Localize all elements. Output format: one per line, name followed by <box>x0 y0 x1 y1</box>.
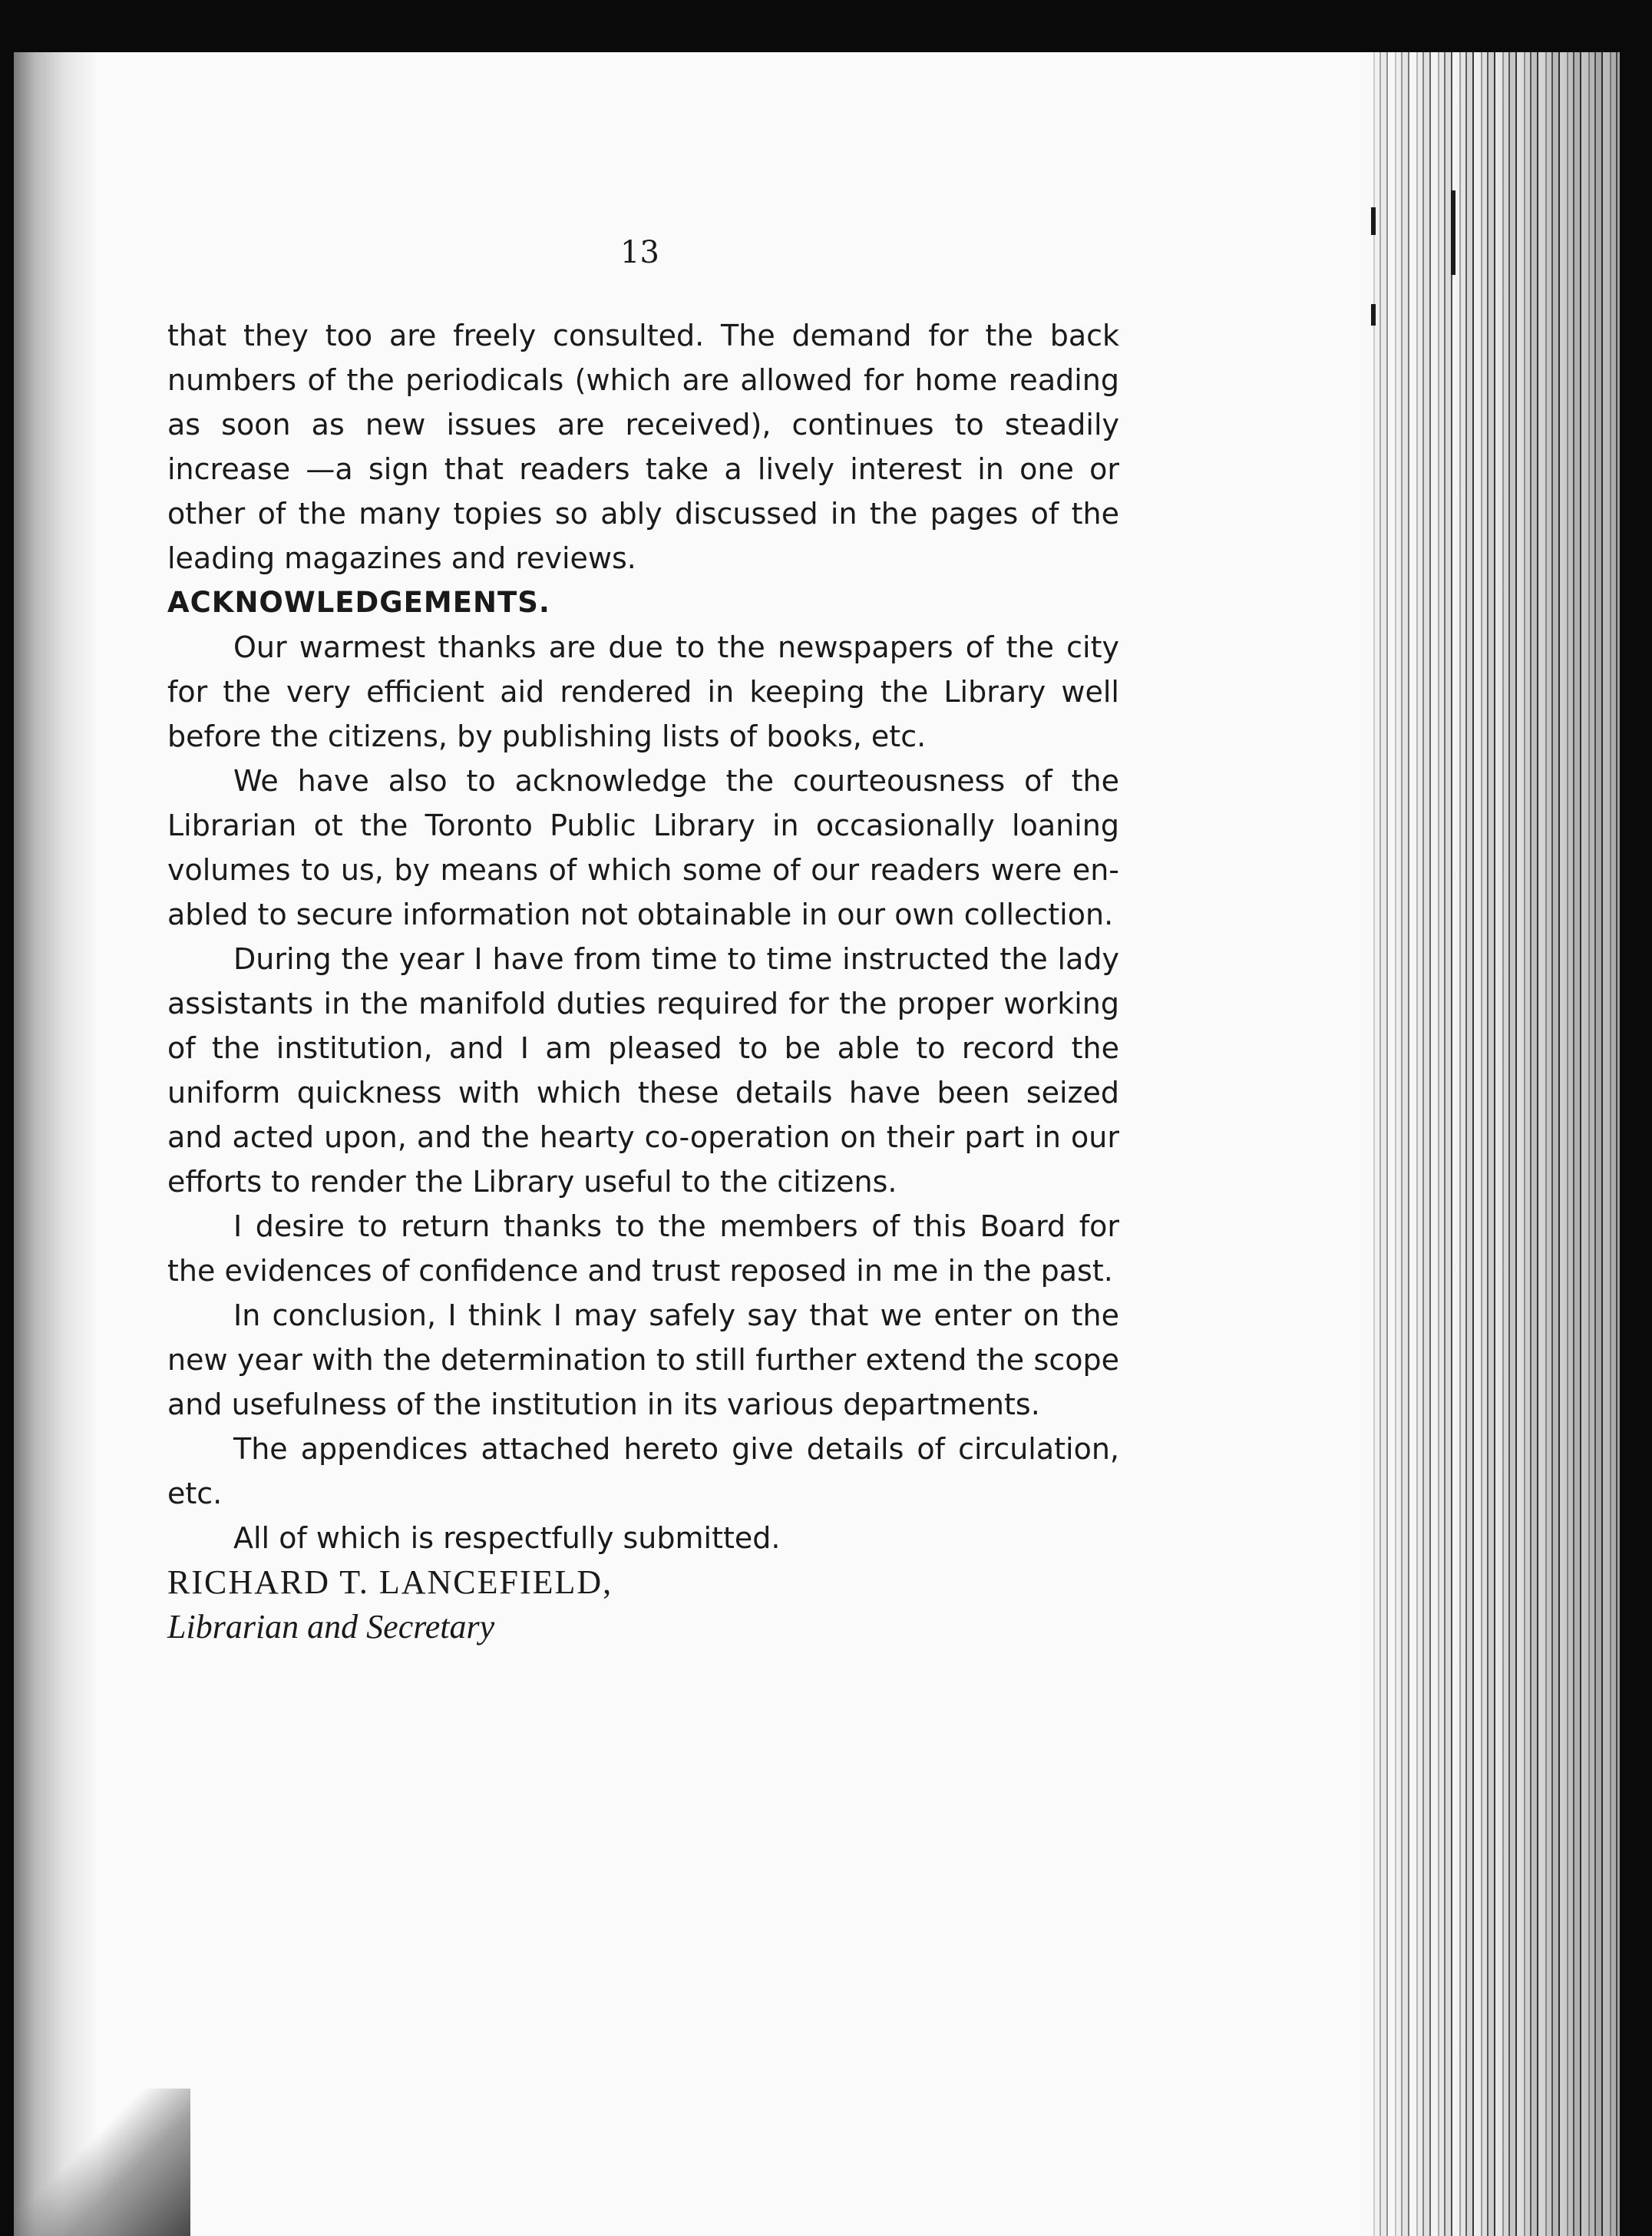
binding-shadow <box>14 52 98 2236</box>
torn-corner <box>14 2089 190 2236</box>
paragraph: During the year I have from time to time instructed the lady assistants in the manifold duties required for the proper working of the institution, and I am pleased to be able to record the uniform quickness with which these details have been seized and acted upon, and the hearty co-operation on their part in our efforts to render the Library useful to the citizens. <box>167 942 1119 1199</box>
paragraph: I desire to return thanks to the members of this Board for the evidences of confidence and trust reposed in me in the past. <box>167 1209 1119 1288</box>
text-block <box>167 313 1119 1649</box>
page-edges-shading <box>1366 52 1620 2236</box>
section-heading: ACKNOWLEDGEMENTS. <box>167 586 550 619</box>
paragraph: In conclusion, I think I may safely say that we enter on the new year with the determination to still further extend the scope and usefulness of the institution in its various departments. <box>167 1298 1119 1421</box>
closing-line: All of which is respectfully submitted. <box>233 1521 781 1555</box>
page-number: 13 <box>620 235 659 270</box>
edge-mark <box>1451 190 1455 275</box>
edge-mark <box>1371 207 1376 235</box>
signature-title: Librarian and Secretary <box>167 1608 495 1646</box>
edge-mark <box>1371 304 1376 326</box>
paragraph: The appendices attached hereto give details of circulation, etc. <box>167 1432 1119 1510</box>
paragraph-continuation: that they too are freely consulted. The demand for the back numbers of the periodicals (which are allowed for home reading as soon as new issues are received), continues to steadily increase —a sign that readers take a lively interest in one or other of the many topies so ably discussed in the pages of the leading magazines and reviews. <box>167 319 1119 575</box>
paragraph: Our warmest thanks are due to the newspapers of the city for the very efficient aid rendered in keeping the Library well before the citizens, by publishing lists of books, etc. <box>167 630 1119 753</box>
paragraph: We have also to acknowledge the courteousness of the Librarian ot the Toronto Public Library in occasionally loaning volumes to us, by means of which some of our readers were en-abled to secure information not obtainable in our own collection. <box>167 764 1119 931</box>
signature-name: RICHARD T. LANCEFIELD, <box>167 1563 613 1601</box>
